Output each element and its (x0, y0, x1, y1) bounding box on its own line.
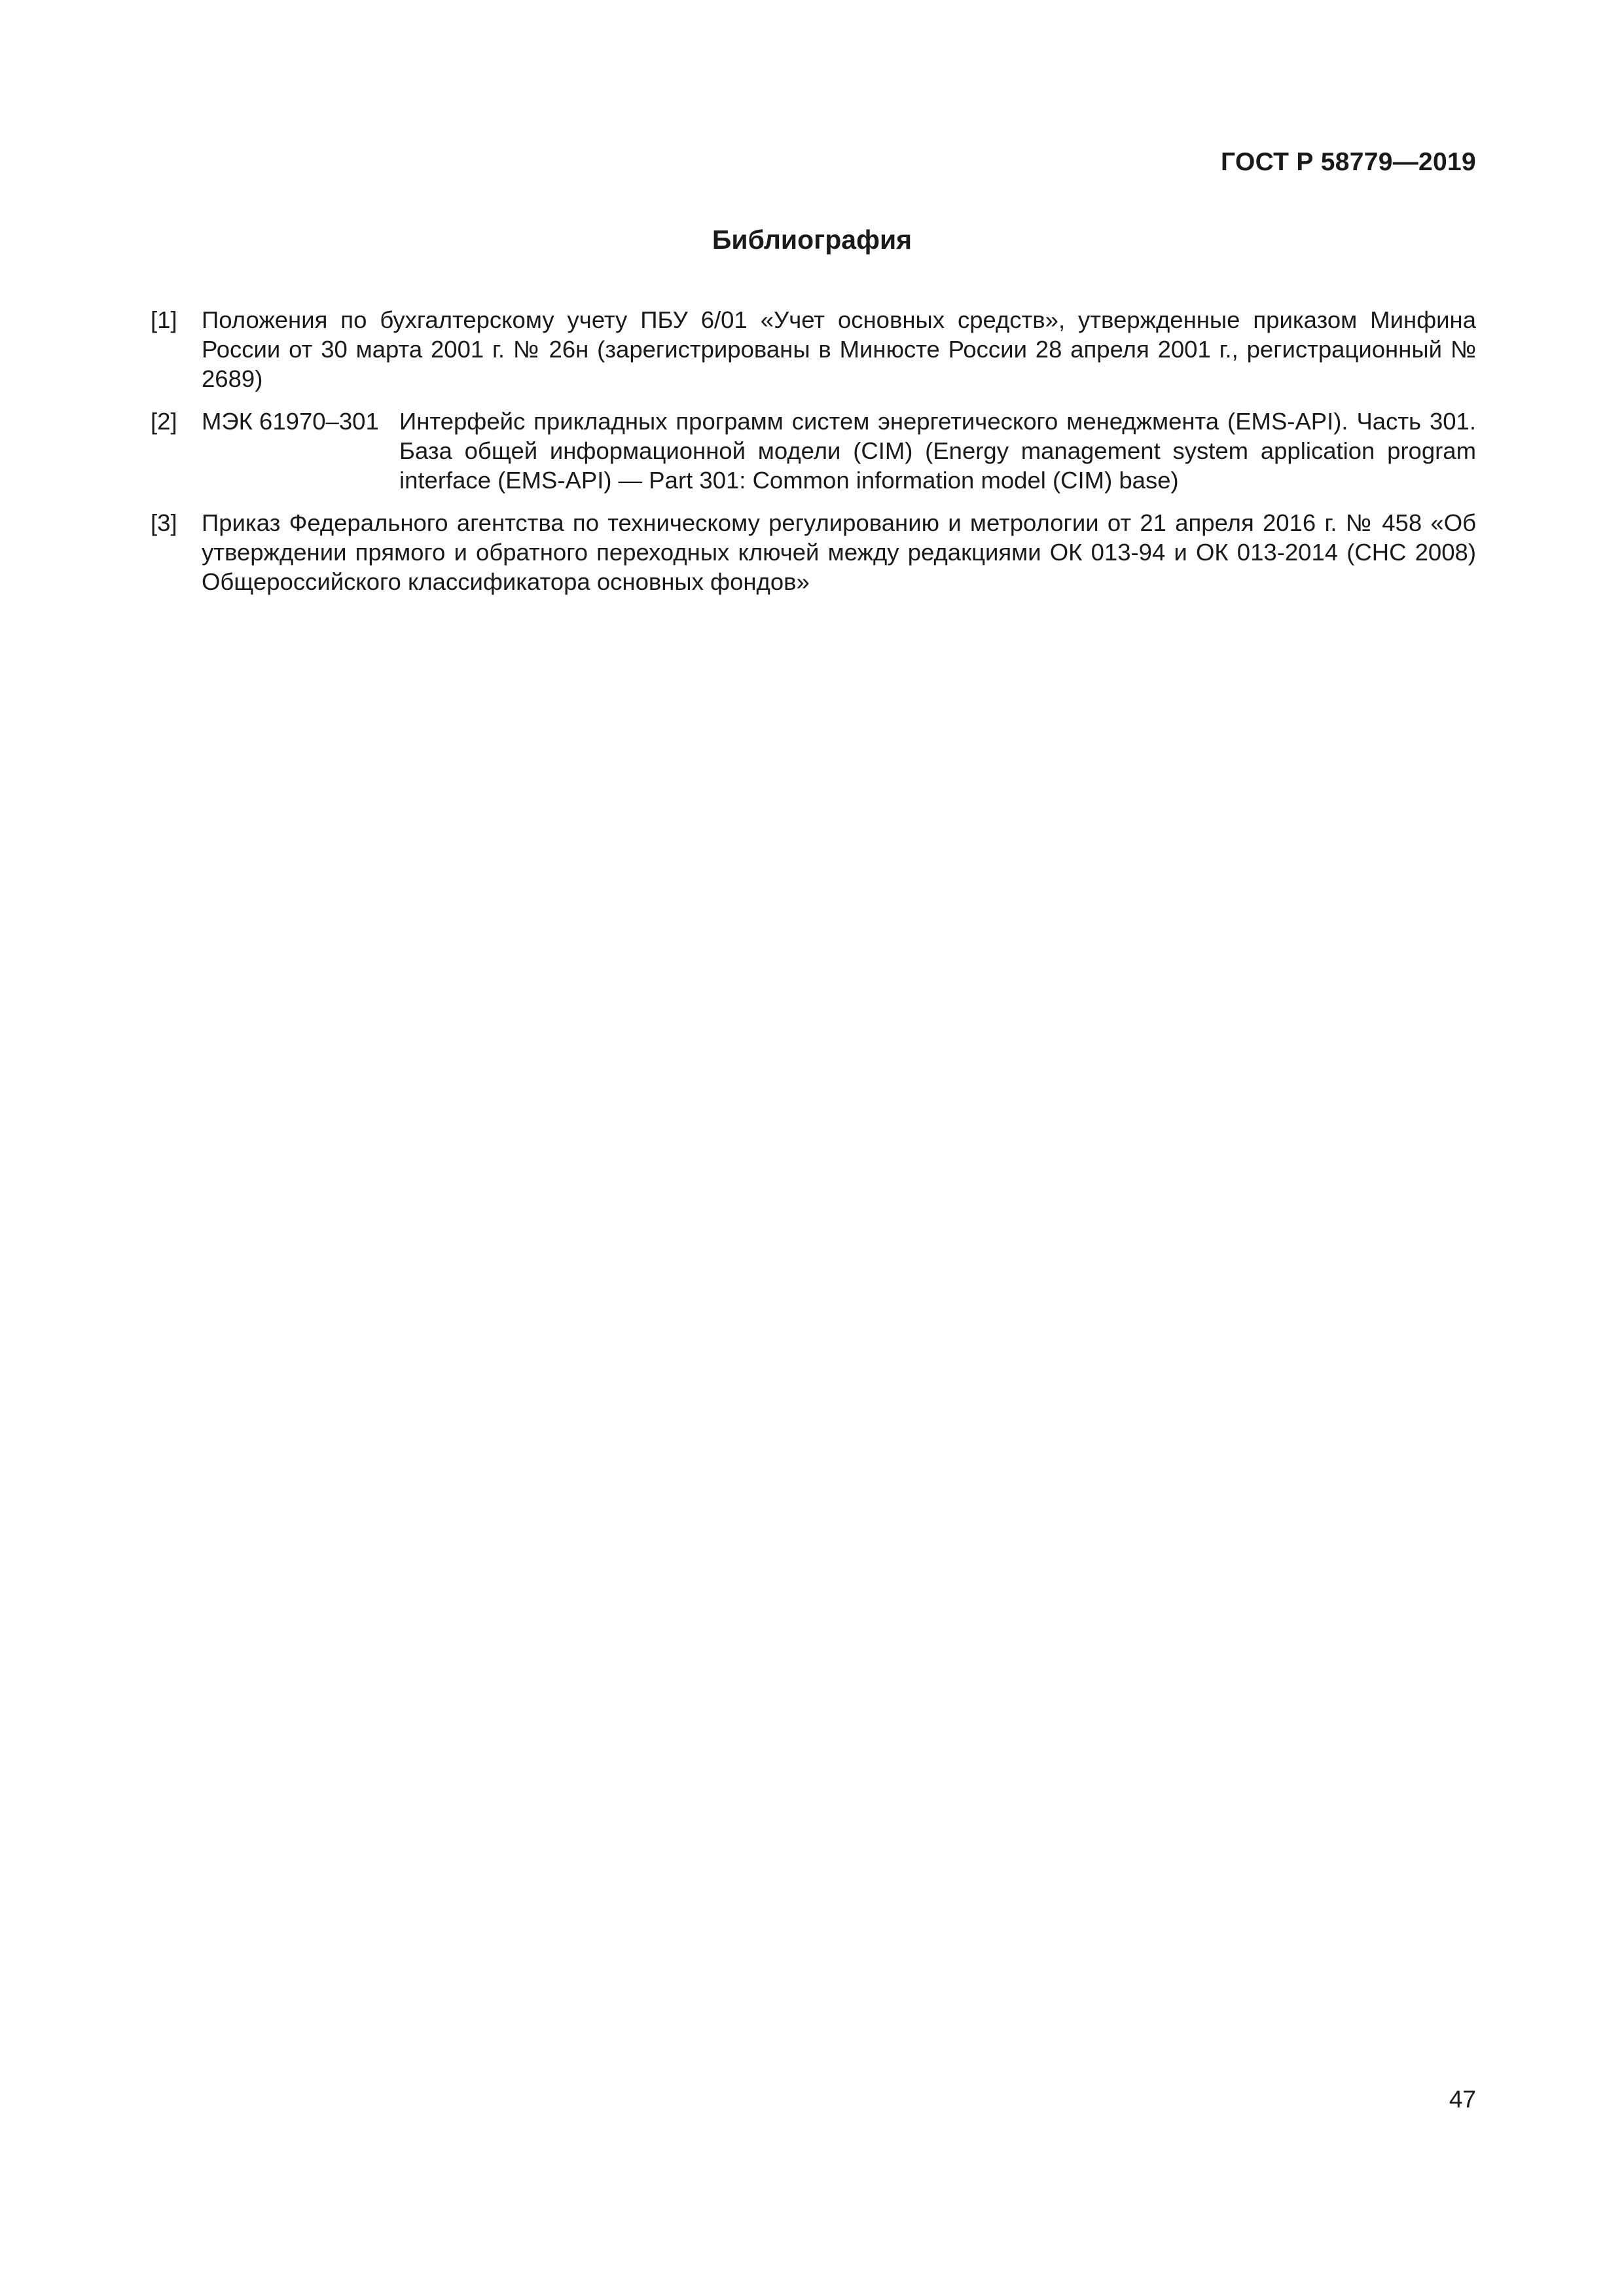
bibliography-entry (151, 508, 1476, 596)
entry-text: Положения по бухгалтерскому учету ПБУ 6/01 «Учет основных средств», утвержденные приказом Минфина России от 30 марта 2001 г. № 26н (зарегистрированы в Минюсте России 28 апреля 2001 г., регистрационный № 2689) (202, 306, 1476, 392)
bibliography-entry (151, 407, 1476, 495)
bibliography-entry (151, 305, 1476, 393)
entry-text: Приказ Федерального агентства по техническому регулированию и метрологии от 21 апреля 2016 г. № 458 «Об утверждении прямого и обратного переходных ключей между редакциями ОК 013-94 и ОК 013-2014 (СНС 2008) Общероссийского классификатора основных фондов» (202, 509, 1476, 595)
entry-number: [1] (151, 306, 177, 333)
entry-standard-code: МЭК 61970–301 (202, 408, 379, 435)
entry-text: Интерфейс прикладных программ систем энергетического менеджмента (EMS-API). Часть 301. База общей информационной модели (CIM) (Energy management system application program interface (EMS-API) — Part 301: Common information model (CIM) base) (399, 408, 1476, 494)
page-number: 47 (1449, 2086, 1476, 2113)
entry-number: [3] (151, 509, 177, 536)
page-title: Библиография (712, 225, 912, 255)
standard-code: ГОСТ Р 58779—2019 (1221, 148, 1476, 176)
entry-number: [2] (151, 408, 177, 435)
bibliography-list (151, 305, 1476, 610)
